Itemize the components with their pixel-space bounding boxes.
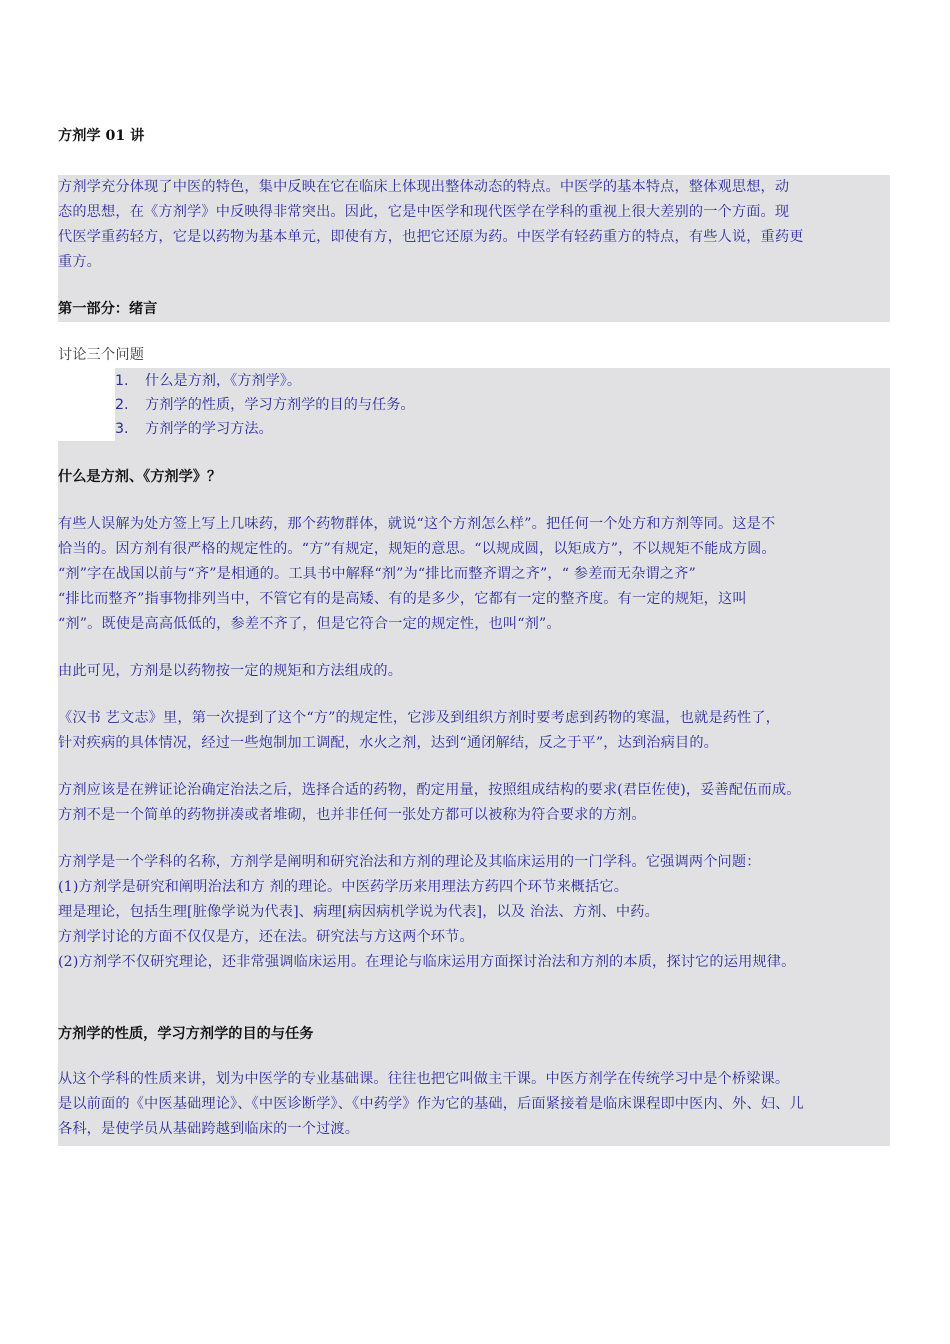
intro-line: 代医学重药轻方，它是以药物为基本单元，即使有方，也把它还原为药。中医学有轻药重方的特点，有些人说，重药更 [58,229,804,245]
paragraph-line: 方剂学是一个学科的名称，方剂学是阐明和研究治法和方剂的理论及其临床运用的一门学科。它强调两个问题： [58,854,761,870]
section1-block [58,441,890,1003]
paragraph-line: 方剂不是一个简单的药物拼凑或者堆砌，也并非任何一张处方都可以被称为符合要求的方剂。 [58,807,646,823]
list-text: 方剂学的学习方法。 [145,421,273,437]
paragraph-line: “剂”。既使是高高低低的，参差不齐了，但是它符合一定的规定性，也叫“剂”。 [58,616,561,632]
section2-heading: 方剂学的性质，学习方剂学的目的与任务 [58,1026,314,1042]
question-item-2 [115,393,890,417]
section1-heading: 什么是方剂、《方剂学》？ [58,469,222,485]
intro-block [58,175,890,322]
paragraph-line: 是以前面的《中医基础理论》、《中医诊断学》、《中药学》作为它的基础，后面紧接着是临床课程即中医内、外、妇、儿 [58,1096,804,1112]
paragraph-line: 方剂学讨论的方面不仅仅是方，还在法。研究法与方这两个环节。 [58,929,474,945]
list-text: 方剂学的性质，学习方剂学的目的与任务。 [145,397,415,413]
paragraph-line: 由此可见，方剂是以药物按一定的规矩和方法组成的。 [58,663,403,679]
paragraph-line: 从这个学科的性质来讲，划为中医学的专业基础课。往往也把它叫做主干课。中医方剂学在传统学习中是个桥梁课。 [58,1071,790,1087]
document-title: 方剂学 01 讲 [58,128,145,144]
question-item-3 [115,417,890,441]
intro-line: 态的思想，在《方剂学》中反映得非常突出。因此，它是中医学和现代医学在学科的重视上很大差别的一个方面。现 [58,204,790,220]
question-item-1 [115,369,890,393]
paragraph-line: 针对疾病的具体情况，经过一些炮制加工调配，水火之剂，达到“通闭解结，反之于平”，达到治病目的。 [58,735,718,751]
paragraph-line: 有些人误解为处方签上写上几味药，那个药物群体，就说“这个方剂怎么样”。把任何一个处方和方剂等同。这是不 [58,516,776,532]
intro-line: 方剂学充分体现了中医的特色，集中反映在它在临床上体现出整体动态的特点。中医学的基本特点，整体观思想，动 [58,179,790,195]
paragraph-line: 方剂应该是在辨证论治确定治法之后，选择合适的药物，酌定用量，按照组成结构的要求(君臣佐使)，妥善配伍而成。 [58,782,801,798]
paragraph-line: 恰当的。因方剂有很严格的规定性的。“方”有规定，规矩的意思。“以规成圆，以矩成方”，不以规矩不能成方圆。 [58,541,776,557]
paragraph-line: “剂”字在战国以前与“齐”是相通的。工具书中解释“剂”为“排比而整齐谓之齐”，“ 参差而无杂谓之齐” [58,566,696,582]
discuss-label: 讨论三个问题 [58,347,145,363]
paragraph-line: 理是理论，包括生理[脏像学说为代表]、病理[病因病机学说为代表]，以及 治法、方剂、中药。 [58,904,659,920]
intro-line: 重方。 [58,254,102,270]
paragraph-line: “排比而整齐”指事物排列当中，不管它有的是高矮、有的是多少，它都有一定的整齐度。有一定的规矩，这叫 [58,591,747,607]
paragraph-line: (1)方剂学是研究和阐明治法和方 剂的理论。中医药学历来用理法方药四个环节来概括它。 [58,879,629,895]
section2-block [58,1003,890,1146]
list-number: 3. [115,421,129,437]
paragraph-line: (2)方剂学不仅研究理论，还非常强调临床运用。在理论与临床运用方面探讨治法和方剂的本质，探讨它的运用规律。 [58,954,796,970]
part1-heading: 第一部分：绪言 [58,301,158,317]
list-number: 2. [115,397,129,413]
list-text: 什么是方剂，《方剂学》。 [145,373,302,389]
paragraph-line: 各科，是使学员从基础跨越到临床的一个过渡。 [58,1121,360,1137]
list-number: 1. [115,373,129,389]
paragraph-line: 《汉书 艺文志》里，第一次提到了这个“方”的规定性，它涉及到组织方剂时要考虑到药物的寒温，也就是药性了， [58,710,781,726]
